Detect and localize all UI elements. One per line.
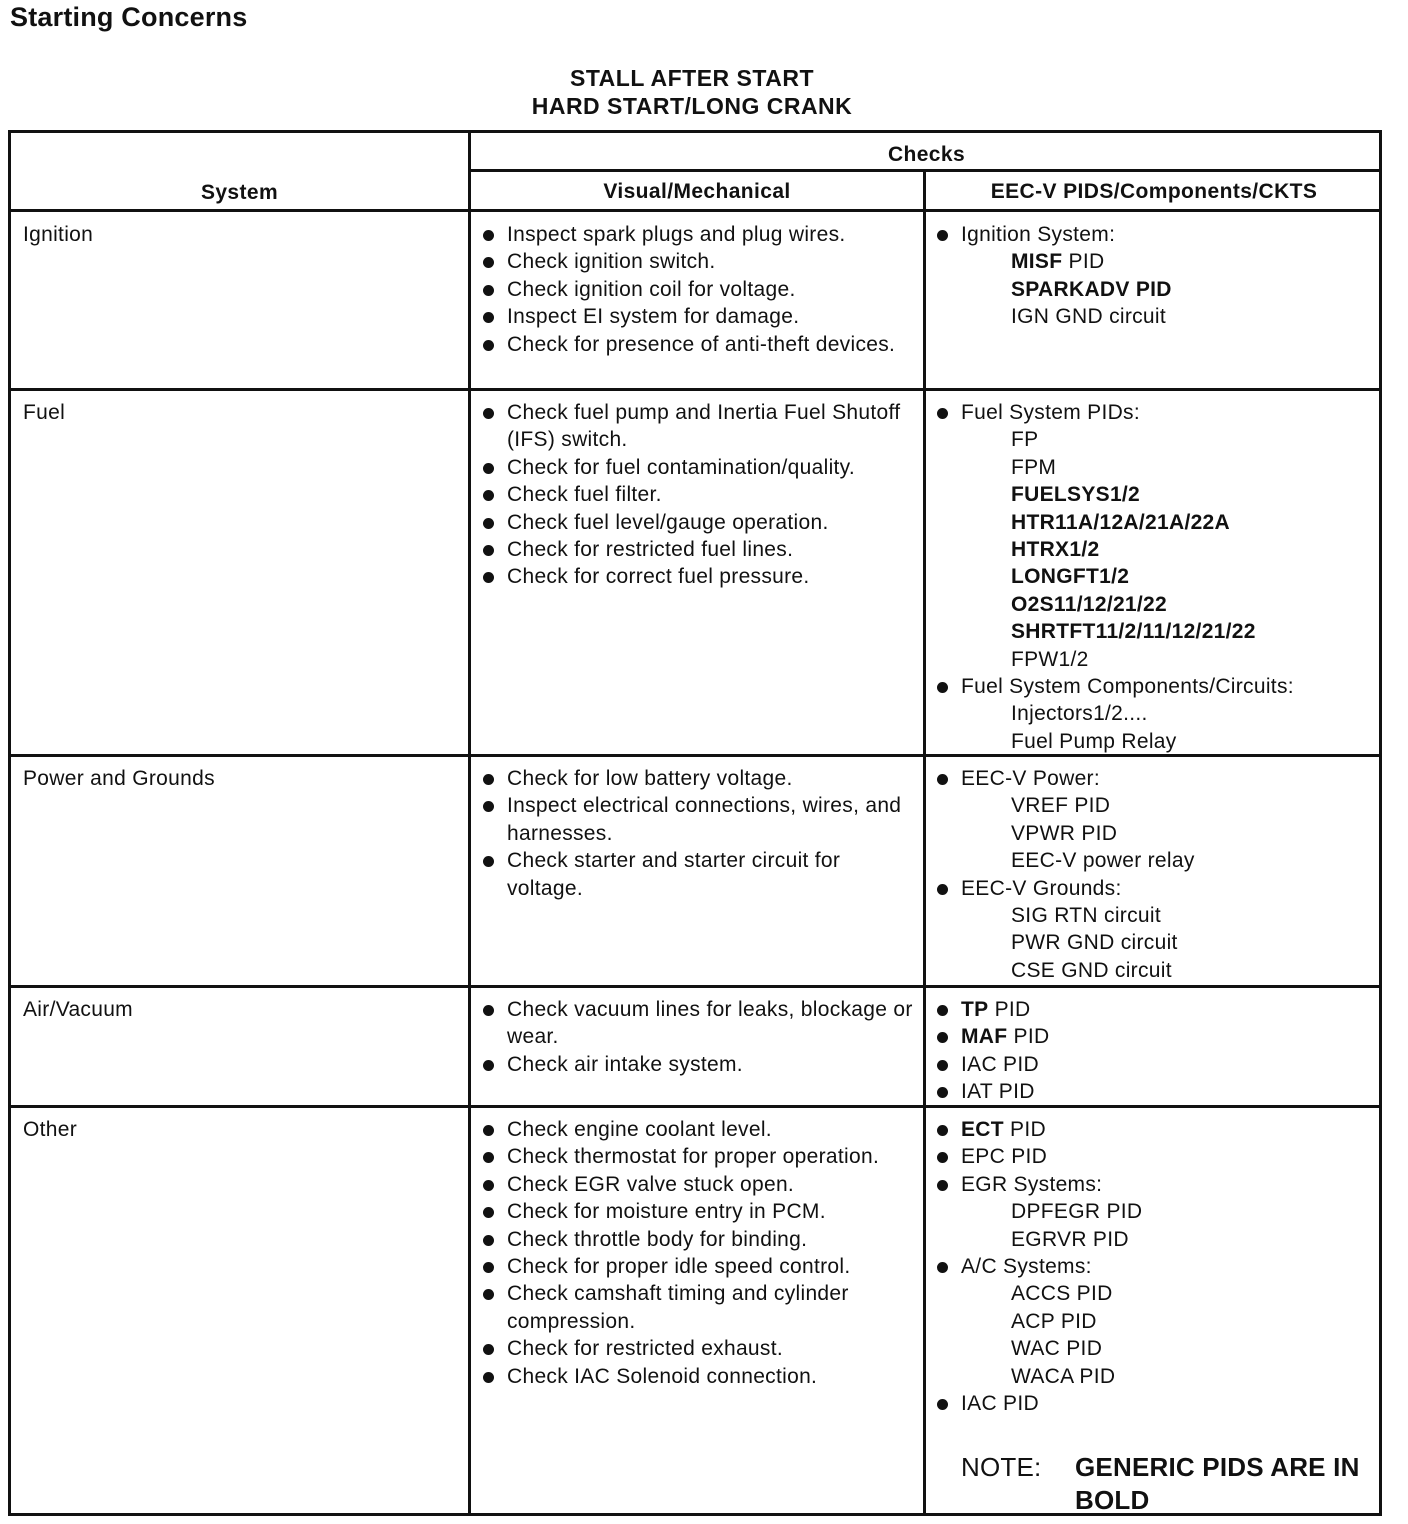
title-line-2: HARD START/LONG CRANK bbox=[531, 93, 853, 119]
eec-ignition bbox=[935, 221, 1375, 331]
list-item: IAT PID bbox=[935, 1078, 1375, 1105]
sub-item: O2S11/12/21/22 bbox=[1011, 592, 1167, 616]
sub-item: EEC-V power relay bbox=[1011, 849, 1195, 873]
header-visual: Visual/Mechanical bbox=[603, 180, 791, 203]
visual-ignition bbox=[481, 221, 917, 358]
note-label: NOTE: bbox=[961, 1452, 1042, 1482]
divider bbox=[923, 169, 926, 1516]
sub-item: HTRX1/2 bbox=[1011, 538, 1100, 562]
list-item: Check for restricted exhaust. bbox=[481, 1335, 917, 1362]
list-item: Check EGR valve stuck open. bbox=[481, 1171, 917, 1198]
list-item: A/C Systems: ACCS PID ACP PID WAC PID WACA PID bbox=[935, 1253, 1375, 1390]
list-item: Fuel System Components/Circuits: Injectors1/2.... Fuel Pump Relay bbox=[935, 673, 1375, 755]
list-item: Check IAC Solenoid connection. bbox=[481, 1363, 917, 1390]
visual-fuel bbox=[481, 399, 917, 591]
list-item: Check for fuel contamination/quality. bbox=[481, 454, 917, 481]
sub-item: FP bbox=[1011, 428, 1039, 452]
list-item: Check vacuum lines for leaks, blockage or wear. bbox=[481, 996, 917, 1051]
list-item: Check starter and starter circuit for voltage. bbox=[481, 847, 917, 902]
sub-item: WAC PID bbox=[1011, 1337, 1103, 1361]
sub-item: CSE GND circuit bbox=[1011, 958, 1172, 982]
title-line-1: STALL AFTER START bbox=[569, 65, 814, 91]
page-heading: Starting Concerns bbox=[10, 2, 248, 32]
list-item: Check for presence of anti-theft devices. bbox=[481, 331, 917, 358]
starting-concerns-table bbox=[8, 130, 1382, 1516]
divider bbox=[11, 388, 1382, 391]
sub-item: VREF PID bbox=[1011, 794, 1111, 818]
list-item: Check air intake system. bbox=[481, 1051, 917, 1078]
divider bbox=[468, 133, 471, 1516]
sub-item: MISF PID bbox=[1011, 250, 1105, 274]
sub-item: FPM bbox=[1011, 455, 1057, 479]
list-item: Check fuel pump and Inertia Fuel Shutoff (IFS) switch. bbox=[481, 399, 917, 454]
sub-item: WACA PID bbox=[1011, 1364, 1116, 1388]
list-item: EEC-V Power: VREF PID VPWR PID EEC-V power relay bbox=[935, 765, 1375, 875]
eec-air-vacuum bbox=[935, 996, 1375, 1106]
divider bbox=[11, 209, 1382, 212]
divider bbox=[11, 985, 1382, 988]
list-item: Ignition System: MISF PID SPARKADV PID IGN GND circuit bbox=[935, 221, 1375, 331]
eec-other bbox=[935, 1116, 1375, 1417]
list-item: Inspect spark plugs and plug wires. bbox=[481, 221, 917, 248]
sub-item: EGRVR PID bbox=[1011, 1227, 1129, 1251]
sub-item: IGN GND circuit bbox=[1011, 305, 1167, 329]
list-item: Check for correct fuel pressure. bbox=[481, 563, 917, 590]
list-item: Check engine coolant level. bbox=[481, 1116, 917, 1143]
list-item: EPC PID bbox=[935, 1143, 1375, 1170]
sub-item: HTR11A/12A/21A/22A bbox=[1011, 510, 1230, 534]
sub-item: LONGFT1/2 bbox=[1011, 565, 1130, 589]
visual-power-grounds bbox=[481, 765, 917, 902]
sub-item: FUELSYS1/2 bbox=[1011, 483, 1141, 507]
eec-fuel bbox=[935, 399, 1375, 755]
header-eec: EEC-V PIDS/Components/CKTS bbox=[990, 180, 1318, 203]
note-text: GENERIC PIDS ARE IN BOLD bbox=[1075, 1452, 1360, 1515]
list-item: Check ignition switch. bbox=[481, 248, 917, 275]
list-item: Check for restricted fuel lines. bbox=[481, 536, 917, 563]
list-item: Check for moisture entry in PCM. bbox=[481, 1198, 917, 1225]
sub-item: SHRTFT11/2/11/12/21/22 bbox=[1011, 620, 1256, 644]
list-item: IAC PID bbox=[935, 1051, 1375, 1078]
list-item: Check fuel filter. bbox=[481, 481, 917, 508]
list-item: EGR Systems: DPFEGR PID EGRVR PID bbox=[935, 1171, 1375, 1253]
list-item: Inspect EI system for damage. bbox=[481, 303, 917, 330]
system-air-vacuum: Air/Vacuum bbox=[23, 998, 133, 1021]
system-other: Other bbox=[23, 1118, 78, 1141]
list-item: Check fuel level/gauge operation. bbox=[481, 509, 917, 536]
list-item: Check thermostat for proper operation. bbox=[481, 1143, 917, 1170]
list-item: Check ignition coil for voltage. bbox=[481, 276, 917, 303]
list-item: Check for low battery voltage. bbox=[481, 765, 917, 792]
list-item: ECT PID bbox=[935, 1116, 1375, 1143]
sub-item: SIG RTN circuit bbox=[1011, 904, 1161, 928]
sub-item: PWR GND circuit bbox=[1011, 931, 1178, 955]
list-item: Check camshaft timing and cylinder compression. bbox=[481, 1280, 917, 1335]
sub-item: ACP PID bbox=[1011, 1309, 1097, 1333]
generic-pids-note bbox=[961, 1451, 1376, 1517]
visual-other bbox=[481, 1116, 917, 1390]
sub-item: Injectors1/2.... bbox=[1011, 702, 1148, 726]
sub-item: FPW1/2 bbox=[1011, 647, 1089, 671]
sub-item: ACCS PID bbox=[1011, 1282, 1113, 1306]
system-power-grounds: Power and Grounds bbox=[23, 767, 215, 790]
header-system: System bbox=[200, 181, 279, 204]
visual-air-vacuum bbox=[481, 996, 917, 1078]
list-item: Check throttle body for binding. bbox=[481, 1226, 917, 1253]
sub-item: Fuel Pump Relay bbox=[1011, 729, 1177, 753]
list-item: TP PID bbox=[935, 996, 1375, 1023]
list-item: IAC PID bbox=[935, 1390, 1375, 1417]
eec-power-grounds bbox=[935, 765, 1375, 984]
system-fuel: Fuel bbox=[23, 401, 66, 424]
sub-item: SPARKADV PID bbox=[1011, 277, 1172, 301]
list-item: EEC-V Grounds: SIG RTN circuit PWR GND circuit CSE GND circuit bbox=[935, 875, 1375, 985]
list-item: MAF PID bbox=[935, 1023, 1375, 1050]
sub-item: VPWR PID bbox=[1011, 821, 1118, 845]
list-item: Fuel System PIDs: FP FPM FUELSYS1/2 HTR11A/12A/21A/22A HTRX1/2 LONGFT1/2 O2S11/12/21/22 SHRTFT11/2/11/12/21/22 FPW1/2 bbox=[935, 399, 1375, 673]
system-ignition: Ignition bbox=[23, 223, 94, 246]
sub-item: DPFEGR PID bbox=[1011, 1200, 1143, 1224]
table-titles bbox=[0, 64, 1384, 120]
header-checks: Checks bbox=[887, 143, 966, 166]
list-item: Inspect electrical connections, wires, and harnesses. bbox=[481, 792, 917, 847]
list-item: Check for proper idle speed control. bbox=[481, 1253, 917, 1280]
